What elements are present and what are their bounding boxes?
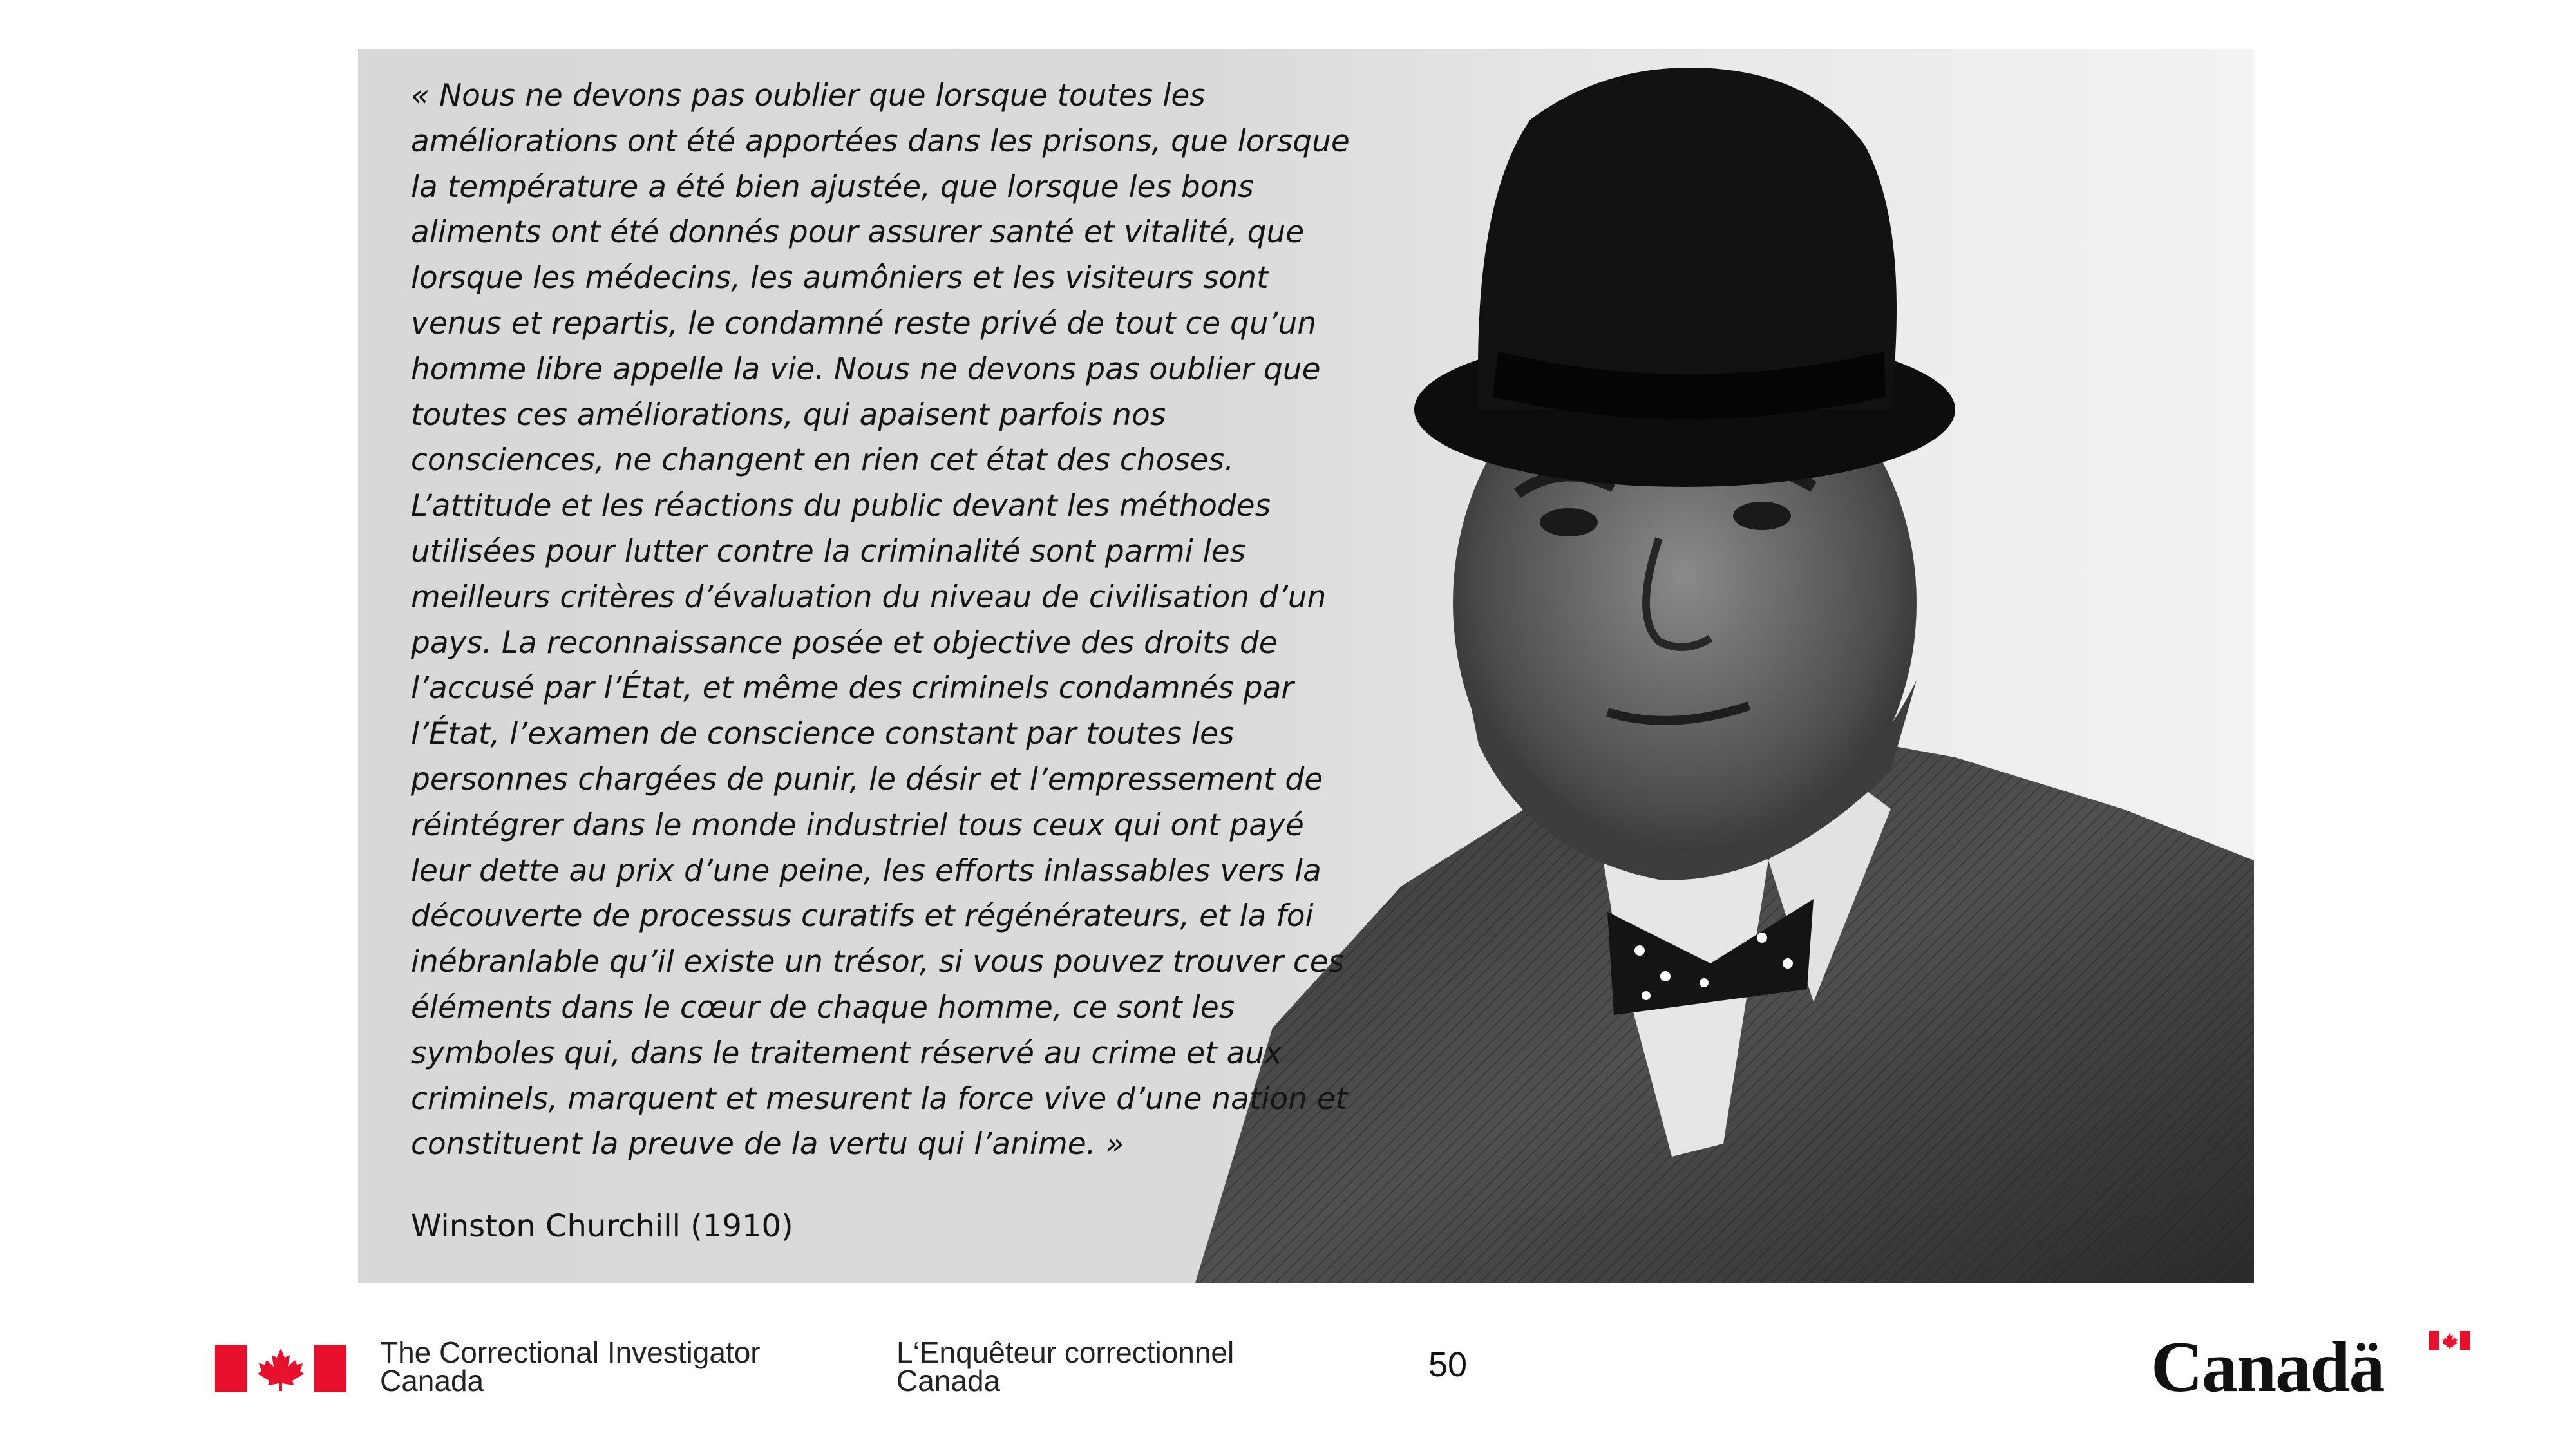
quote-line: venus et repartis, le condamné reste privé de tout ce qu’un: [411, 305, 1317, 341]
quote-line: réintégrer dans le monde industriel tous ceux qui ont payé: [411, 807, 1304, 843]
quote-line: l’accusé par l’État, et même des criminels condamnés par: [411, 670, 1294, 706]
quote-line: personnes chargées de punir, le désir et l’empressement de: [411, 761, 1323, 797]
quote-line: constituent la preuve de la vertu qui l’anime. »: [411, 1126, 1124, 1162]
quote-attribution: Winston Churchill (1910): [411, 1208, 793, 1244]
quote-line: aliments ont été donnés pour assurer santé et vitalité, que: [411, 214, 1305, 251]
canada-wordmark-text: Canadä: [2151, 1327, 2384, 1407]
quote-line: L’attitude et les réactions du public devant les méthodes: [411, 488, 1271, 524]
quote-line: toutes ces améliorations, qui apaisent parfois nos: [411, 397, 1166, 433]
quote-line: « Nous ne devons pas oublier que lorsque toutes les: [411, 78, 1206, 113]
quote-line: la température a été bien ajustée, que lorsque les bons: [411, 169, 1254, 205]
quote-line: l’État, l’examen de conscience constant par toutes les: [411, 716, 1235, 752]
quote-line: utilisées pour lutter contre la criminalité sont parmi les: [411, 533, 1246, 569]
org-name-english: [380, 1338, 761, 1395]
quote-line: améliorations ont été apportées dans les prisons, que lorsque: [411, 123, 1350, 159]
wordmark-flag-icon: [2429, 1331, 2470, 1350]
canada-wordmark: [2151, 1327, 2473, 1407]
quote-line: homme libre appelle la vie. Nous ne devons pas oublier que: [411, 351, 1321, 387]
canada-flag-icon: [215, 1345, 346, 1392]
quote-line: inébranlable qu’il existe un trésor, si vous pouvez trouver ces: [411, 944, 1345, 980]
slide-footer: [0, 1288, 2576, 1449]
quote-line: symboles qui, dans le traitement réservé au crime et aux: [411, 1035, 1282, 1071]
org-name-french: [896, 1338, 1234, 1395]
quote-text: [411, 73, 1403, 1168]
org-name-english-line2: Canada: [380, 1364, 484, 1397]
org-name-french-line1: L‘Enquêteur correctionnel: [896, 1336, 1235, 1369]
quote-line: lorsque les médecins, les aumôniers et les visiteurs sont: [411, 260, 1269, 296]
quote-line: criminels, marquent et mesurent la force vive d’une nation et: [411, 1081, 1348, 1117]
quote-line: consciences, ne changent en rien cet état des choses.: [411, 442, 1235, 478]
quote-line: éléments dans le cœur de chaque homme, ce sont les: [411, 989, 1235, 1025]
org-name-french-line2: Canada: [896, 1364, 1001, 1397]
quote-line: meilleurs critères d’évaluation du niveau de civilisation d’un: [411, 579, 1327, 615]
quote-line: découverte de processus curatifs et régénérateurs, et la foi: [411, 898, 1314, 934]
quote-line: leur dette au prix d’une peine, les efforts inlassables vers la: [411, 853, 1321, 889]
quote-line: pays. La reconnaissance posée et objective des droits de: [411, 625, 1278, 661]
page-number: 50: [1428, 1345, 1468, 1384]
org-name-english-line1: The Correctional Investigator: [380, 1336, 761, 1369]
quote-slide-panel: [358, 49, 2254, 1283]
